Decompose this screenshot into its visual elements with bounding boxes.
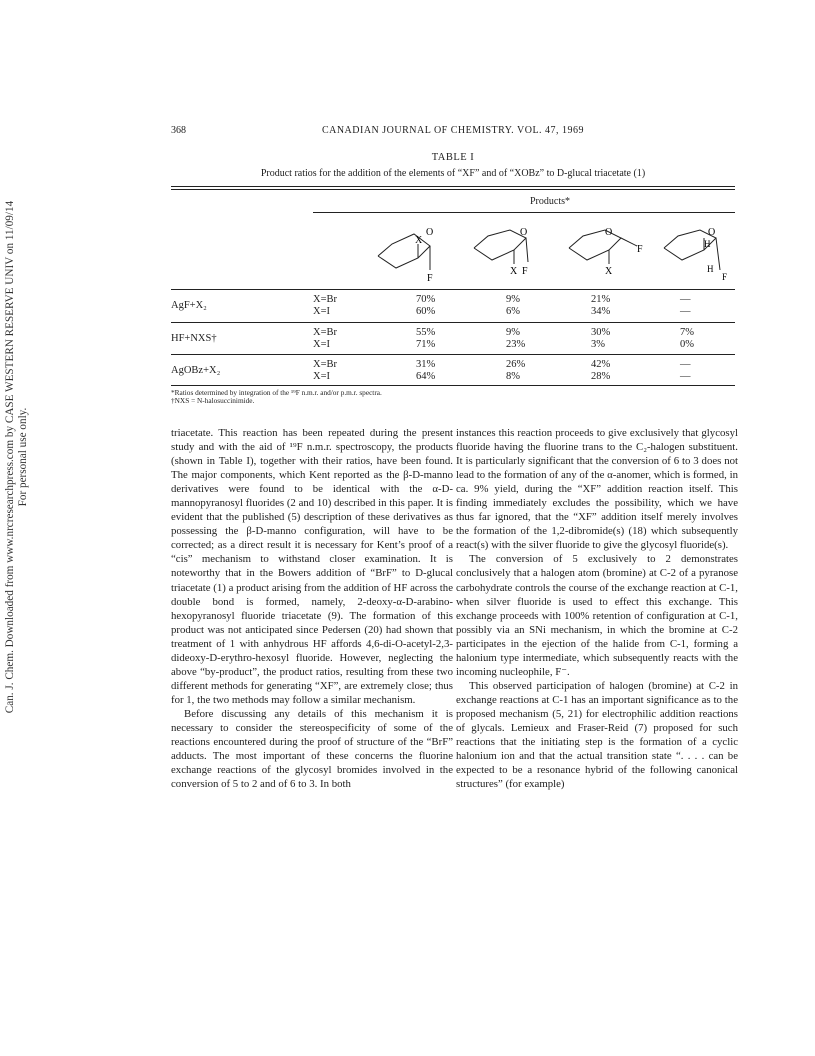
structure-1-oxygen: O bbox=[426, 227, 434, 238]
structure-4-h2: H bbox=[707, 264, 714, 274]
table-row bbox=[171, 294, 735, 324]
cell: 71% bbox=[416, 339, 436, 350]
structure-1 bbox=[374, 226, 454, 286]
row-reagent: HF+NXS† bbox=[171, 333, 217, 344]
structure-1-x: X bbox=[415, 235, 423, 246]
cell: 6% bbox=[506, 306, 520, 317]
structure-3 bbox=[565, 226, 650, 281]
cell: 7% bbox=[680, 327, 694, 338]
paragraph: instances this reaction proceeds to give exclusively that glycosyl fluoride having the fluorine trans to the C₂-halogen substituent. It is particularly significant that the conversion of 6 to 3 does not lead to the formation of any of the α-anomer, which is formed, in ca. 9% yield, during the “XF” addition reaction itself. This finding immediately excludes the possibility, which we have thus far ignored, that the “XF” addition itself merely involves the formation of the 1,2-dibromide(s) (18) which subsequently react(s) with the silver fluoride to give the glycosyl fluoride(s). bbox=[456, 427, 738, 552]
row-divider bbox=[171, 322, 735, 323]
cell: 0% bbox=[680, 339, 694, 350]
row-divider bbox=[171, 354, 735, 355]
structure-4-h1: H bbox=[704, 239, 711, 249]
structure-2-f: F bbox=[522, 266, 528, 277]
row-cond-br: X=Br bbox=[313, 294, 338, 305]
paragraph: triacetate. This reaction has been repeated during the present study and with the aid of ¹⁹F n.m.r. spectroscopy, the products (shown in Table I), together with their ratios, have been found. The major components, which Kent reported as the β-D-manno derivatives were found to be identical with the α-D-mannopyranosyl fluorides (2 and 10) described in this paper. It is evident that the published (5) description of these derivatives as possessing the β-D-manno configuration, will have to be corrected; as a direct result it is necessary for Kent’s proof of a “cis” mechanism to withstand closer examination. It is noteworthy that in the Bowers addition of “BrF” to D-glucal triacetate (1) a product arising from the addition of HF across the double bond is formed, namely, 2-deoxy-α-D-arabino-hexopyranosyl fluoride triacetate (9). The formation of this product was not anticipated since Pedersen (20) had shown that treatment of 1 with anhydrous HF affords 4,6-di-O-acetyl-2,3-dideoxy-D-erythro-hexosyl fluoride. However, neglecting the above “by-product”, the product ratios, resulting from these two different methods for generating “XF”, are extremely close; thus for 1, the two methods may follow a similar mechanism. bbox=[171, 427, 453, 706]
paragraph: This observed participation of halogen (bromine) at C-2 in exchange reactions at C-1 has an important significance as to the proposed mechanism (5, 21) for electrophilic addition reactions of glycals. Lemieux and Fraser-Reid (7) proposed for such reactions that the initiating step is the formation of a cyclic halonium ion and that the actual transition state “. . . . can be expected to be a resonance hybrid of the following canonical structures” (for example) bbox=[456, 679, 738, 791]
structure-4 bbox=[660, 226, 735, 284]
cell: 9% bbox=[506, 327, 520, 338]
page-number: 368 bbox=[171, 125, 186, 136]
table-row bbox=[171, 327, 735, 357]
table-top-rule-2 bbox=[171, 189, 735, 190]
cell: — bbox=[680, 294, 691, 305]
row-cond-i: X=I bbox=[313, 306, 331, 317]
header-bottom-rule bbox=[171, 289, 735, 290]
row-cond-br: X=Br bbox=[313, 327, 338, 338]
sidebar-line-1: Can. J. Chem. Downloaded from www.nrcresearchpress.com by CASE WESTERN RESERVE UNIV on 11/09/14 bbox=[4, 200, 16, 714]
structure-3-oxygen: O bbox=[605, 227, 613, 238]
products-rule bbox=[313, 212, 735, 213]
cell: 23% bbox=[506, 339, 526, 350]
structure-3-x: X bbox=[605, 266, 613, 277]
table-title: TABLE I bbox=[431, 152, 475, 163]
running-header bbox=[171, 125, 735, 139]
cell: 8% bbox=[506, 371, 520, 382]
structure-2-oxygen: O bbox=[520, 227, 528, 238]
table-top-rule bbox=[171, 186, 735, 187]
products-header: Products* bbox=[530, 196, 570, 207]
row-cond-br: X=Br bbox=[313, 359, 338, 370]
row-cond-i: X=I bbox=[313, 339, 331, 350]
cell: 26% bbox=[506, 359, 526, 370]
cell: 60% bbox=[416, 306, 436, 317]
cell: 9% bbox=[506, 294, 520, 305]
table-caption: Product ratios for the addition of the elements of “XF” and of “XOBz” to D-glucal triacetate (1) bbox=[260, 168, 646, 179]
row-reagent: AgF+X₂ bbox=[171, 300, 207, 311]
table-bottom-rule bbox=[171, 385, 735, 386]
structure-4-oxygen: O bbox=[708, 227, 716, 238]
paragraph: Before discussing any details of this mechanism it is necessary to consider the stereospecificity of some of the reactions encountered during the proof of structure of the “BrF” adducts. The most important of these concerns the fluorine exchange reactions of the glycosyl bromides involved in the conversion of 5 to 2 and of 6 to 3. In both bbox=[171, 707, 453, 791]
cell: 34% bbox=[591, 306, 611, 317]
sidebar-line-2: For personal use only. bbox=[17, 407, 29, 507]
cell: — bbox=[680, 371, 691, 382]
cell: 21% bbox=[591, 294, 611, 305]
row-cond-i: X=I bbox=[313, 371, 331, 382]
cell: — bbox=[680, 306, 691, 317]
table-footnote-2: †NXS = N-halosuccinimide. bbox=[171, 396, 255, 405]
cell: 64% bbox=[416, 371, 436, 382]
cell: 3% bbox=[591, 339, 605, 350]
body-column-right bbox=[456, 426, 738, 791]
structure-2-x: X bbox=[510, 266, 518, 277]
journal-title: CANADIAN JOURNAL OF CHEMISTRY. VOL. 47, 1969 bbox=[321, 125, 585, 136]
cell: 42% bbox=[591, 359, 611, 370]
row-reagent: AgOBz+X₂ bbox=[171, 365, 221, 376]
download-sidebar bbox=[4, 70, 30, 845]
table-footnote-1: *Ratios determined by integration of the ¹⁹F n.m.r. and/or p.m.r. spectra. bbox=[171, 388, 382, 397]
structure-3-f: F bbox=[637, 244, 643, 255]
structure-1-f: F bbox=[427, 273, 433, 284]
cell: 55% bbox=[416, 327, 436, 338]
cell: 31% bbox=[416, 359, 436, 370]
paragraph: The conversion of 5 exclusively to 2 demonstrates conclusively that a halogen atom (bromine) at C-2 of a pyranose carbohydrate controls the course of the exchange reaction at C-1, when silver fluoride is used to effect this exchange. This exchange proceeds with 100% retention of configuration at C-1, possibly via an SNi mechanism, in which the bromine at C-2 participates in the ejection of the halide from C-1, forming a halonium type intermediate, which subsequently reacts with the incoming nucleophile, F⁻. bbox=[456, 553, 738, 678]
cell: 70% bbox=[416, 294, 436, 305]
cell: 28% bbox=[591, 371, 611, 382]
structure-4-f: F bbox=[722, 272, 728, 282]
cell: 30% bbox=[591, 327, 611, 338]
body-column-left bbox=[171, 426, 453, 791]
structure-2 bbox=[470, 226, 550, 281]
cell: — bbox=[680, 359, 691, 370]
